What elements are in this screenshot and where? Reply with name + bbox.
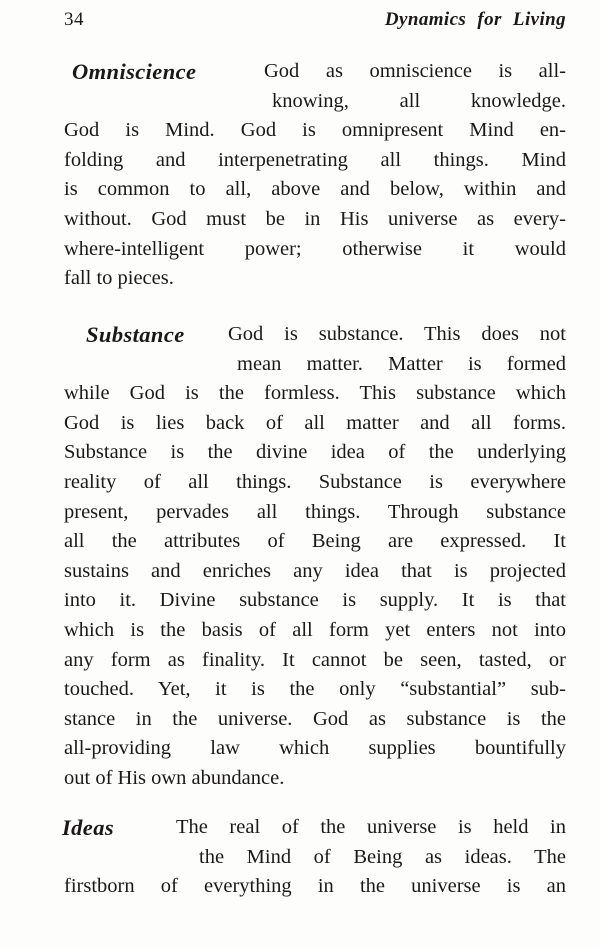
text-line: knowing, all knowledge. xyxy=(272,89,566,112)
running-header xyxy=(64,9,566,31)
text-line: sustains and enriches any idea that is projected xyxy=(64,559,566,582)
text-line: all-providing law which supplies bountifully xyxy=(64,737,566,760)
text-line: all the attributes of Being are expressed. It xyxy=(64,530,566,553)
text-line: the Mind of Being as ideas. The xyxy=(199,845,566,868)
text-line: present, pervades all things. Through substance xyxy=(64,500,566,523)
text-line: The real of the universe is held in xyxy=(176,816,566,838)
text-line: is common to all, above and below, within and xyxy=(64,178,566,201)
section-substance xyxy=(64,320,566,794)
text-line: God is substance. This does not xyxy=(228,323,566,345)
text-line: stance in the universe. God as substance is the xyxy=(64,707,566,730)
text-line: without. God must be in His universe as every- xyxy=(64,207,566,230)
text-line: firstborn of everything in the universe is an xyxy=(64,875,566,898)
text-line: God is Mind. God is omnipresent Mind en- xyxy=(64,119,566,142)
section-heading-omniscience: Omniscience xyxy=(72,59,197,84)
page-number: 34 xyxy=(64,9,84,30)
text-line: reality of all things. Substance is everywhere xyxy=(64,470,566,493)
text-line: God as omniscience is all- xyxy=(264,60,566,82)
text-line: God is lies back of all matter and all forms. xyxy=(64,411,566,434)
text-line: which is the basis of all form yet enters not into xyxy=(64,618,566,641)
section-heading-substance: Substance xyxy=(86,322,185,347)
text-line: out of His own abundance. xyxy=(64,766,285,789)
text-line: any form as finality. It cannot be seen, tasted, or xyxy=(64,648,566,671)
text-line: folding and interpenetrating all things. Mind xyxy=(64,148,566,171)
text-line: into it. Divine substance is supply. It is that xyxy=(64,589,566,612)
text-line: Substance is the divine idea of the underlying xyxy=(64,441,566,464)
running-title: Dynamics for Living xyxy=(384,9,566,30)
text-line: while God is the formless. This substance which xyxy=(64,382,566,405)
section-omniscience xyxy=(64,57,566,294)
text-line: where-intelligent power; otherwise it would xyxy=(64,237,566,260)
text-line: fall to pieces. xyxy=(64,267,174,290)
text-line: mean matter. Matter is formed xyxy=(237,352,566,375)
section-ideas xyxy=(64,813,566,902)
section-heading-ideas: Ideas xyxy=(62,815,114,840)
text-line: touched. Yet, it is the only “substantial” sub- xyxy=(64,678,566,701)
